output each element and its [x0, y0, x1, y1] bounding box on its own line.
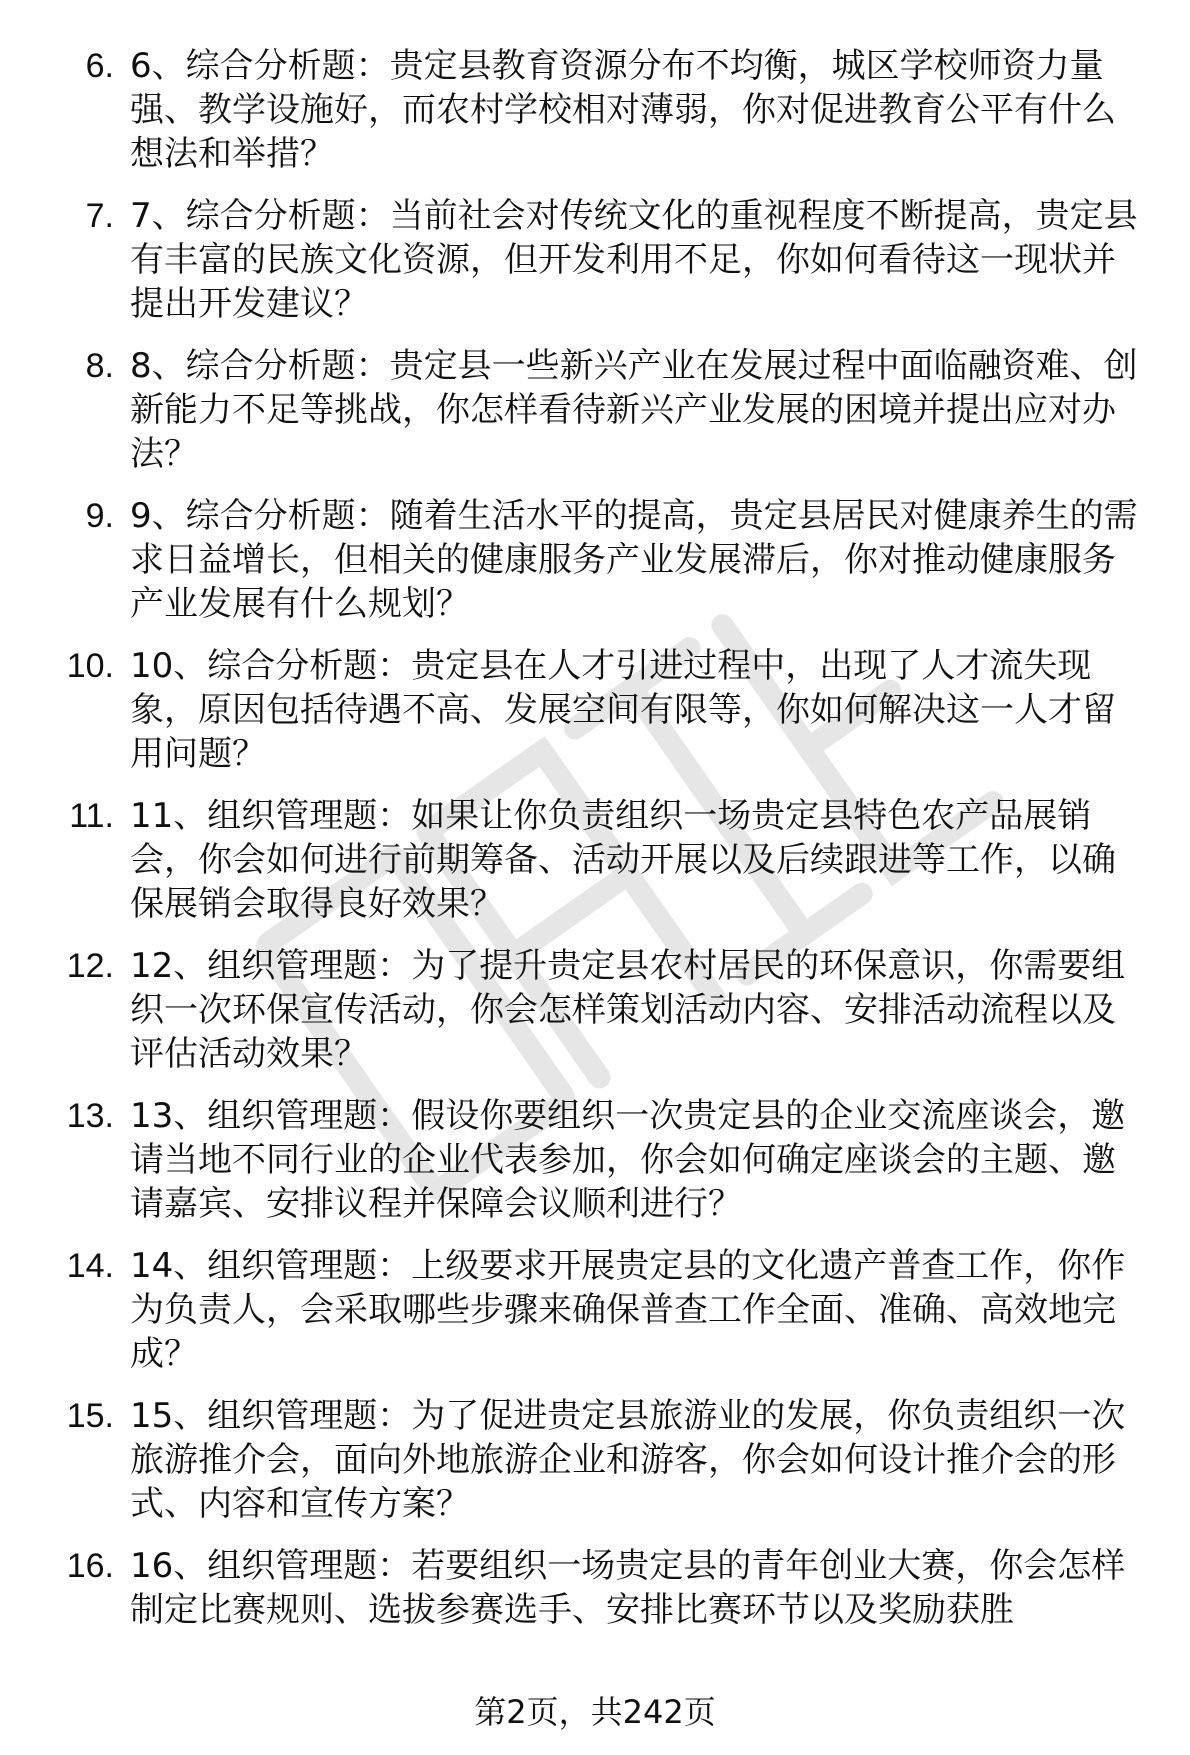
- question-number: 8.: [85, 347, 114, 385]
- question-number: 14.: [66, 1247, 114, 1285]
- question-item: [0, 344, 1190, 476]
- question-text: 6、综合分析题：贵定县教育资源分布不均衡，城区学校师资力量强、教学设施好，而农村学校相对薄弱，你对促进教育公平有什么想法和举措？: [130, 46, 1116, 174]
- question-item: [0, 944, 1190, 1076]
- question-number: 10.: [66, 647, 114, 685]
- question-item: [0, 44, 1190, 176]
- question-item: [0, 794, 1190, 926]
- question-text: 12、组织管理题：为了提升贵定县农村居民的环保意识，你需要组织一次环保宣传活动，你会怎样策划活动内容、安排活动流程以及评估活动效果？: [130, 946, 1126, 1074]
- question-number: 7.: [85, 197, 114, 235]
- question-number: 16.: [66, 1547, 114, 1585]
- question-number: 11.: [69, 797, 114, 835]
- question-item: [0, 1244, 1190, 1376]
- question-item: [0, 1094, 1190, 1226]
- question-text: 13、组织管理题：假设你要组织一次贵定县的企业交流座谈会，邀请当地不同行业的企业代表参加，你会如何确定座谈会的主题、邀请嘉宾、安排议程并保障会议顺利进行？: [130, 1096, 1126, 1224]
- question-item: [0, 494, 1190, 626]
- question-item: [0, 1394, 1190, 1526]
- question-number: 12.: [66, 947, 114, 985]
- page-number: 第2页，共242页: [474, 1693, 716, 1731]
- question-text: 10、综合分析题：贵定县在人才引进过程中，出现了人才流失现象，原因包括待遇不高、发展空间有限等，你如何解决这一人才留用问题？: [130, 646, 1116, 774]
- question-item: [0, 644, 1190, 776]
- question-text: 9、综合分析题：随着生活水平的提高，贵定县居民对健康养生的需求日益增长，但相关的健康服务产业发展滞后，你对推动健康服务产业发展有什么规划？: [130, 496, 1138, 624]
- question-number: 6.: [85, 47, 114, 85]
- question-text: 8、综合分析题：贵定县一些新兴产业在发展过程中面临融资难、创新能力不足等挑战，你怎样看待新兴产业发展的困境并提出应对办法？: [130, 346, 1138, 474]
- question-text: 7、综合分析题：当前社会对传统文化的重视程度不断提高，贵定县有丰富的民族文化资源，但开发利用不足，你如何看待这一现状并提出开发建议？: [130, 196, 1138, 324]
- question-text: 14、组织管理题：上级要求开展贵定县的文化遗产普查工作，你作为负责人，会采取哪些步骤来确保普查工作全面、准确、高效地完成？: [130, 1246, 1126, 1374]
- question-number: 9.: [85, 497, 114, 535]
- question-text: 16、组织管理题：若要组织一场贵定县的青年创业大赛，你会怎样制定比赛规则、选拔参赛选手、安排比赛环节以及奖励获胜: [130, 1546, 1126, 1630]
- question-text: 11、组织管理题：如果让你负责组织一场贵定县特色农产品展销会，你会如何进行前期筹备、活动开展以及后续跟进等工作，以确保展销会取得良好效果？: [130, 796, 1116, 924]
- question-text: 15、组织管理题：为了促进贵定县旅游业的发展，你负责组织一次旅游推介会，面向外地旅游企业和游客，你会如何设计推介会的形式、内容和宣传方案？: [130, 1396, 1126, 1524]
- question-list: [0, 44, 1190, 1650]
- question-item: [0, 1544, 1190, 1632]
- question-number: 15.: [66, 1397, 114, 1435]
- question-item: [0, 194, 1190, 326]
- question-number: 13.: [66, 1097, 114, 1135]
